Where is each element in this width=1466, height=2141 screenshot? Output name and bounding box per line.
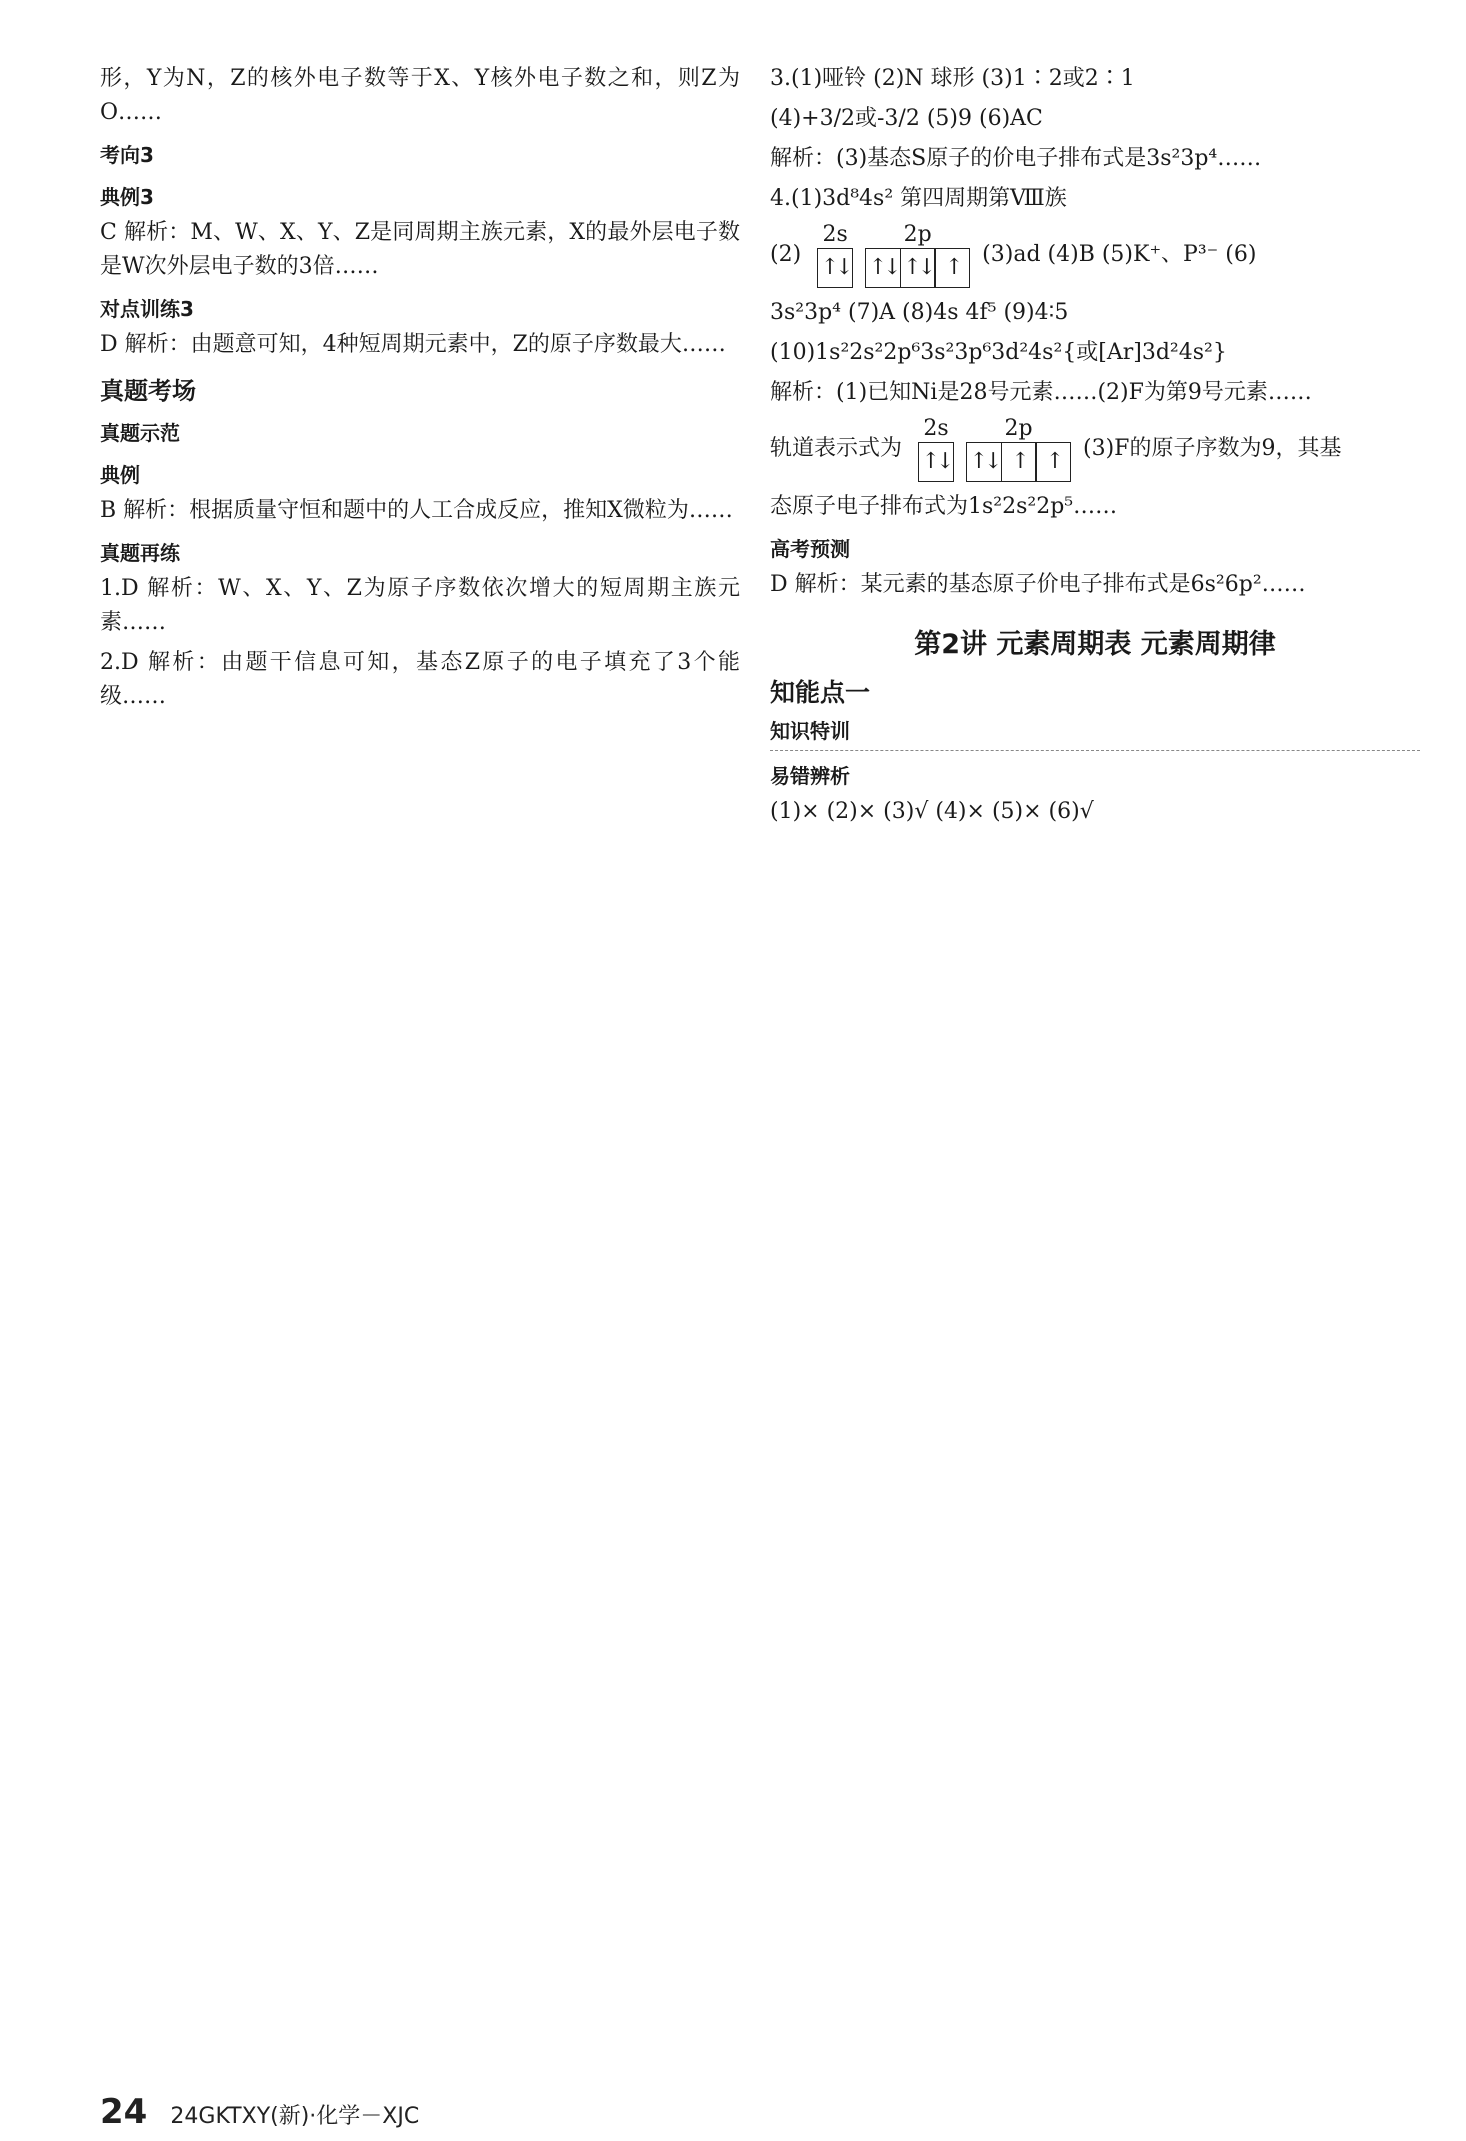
orbital-diagram-q4-analysis (770, 416, 1420, 482)
dianli-heading: 典例 (100, 463, 140, 487)
q4-after-orbital2: (3)F的原子序数为9，其基 (1083, 436, 1342, 461)
orbital-label-2p: 2p (903, 222, 932, 247)
right-column (770, 62, 1420, 835)
chapter-title: 第2讲 元素周期表 元素周期律 (914, 629, 1276, 660)
orbital-prefix-2: 轨道表示式为 (770, 436, 903, 461)
orbital-box-2p-3: ↑ (934, 248, 970, 288)
orbital-2p-group (865, 222, 970, 288)
book-info: 24GKTXY(新)·化学－XJC (170, 2104, 420, 2129)
orbital-2s-group (817, 222, 853, 288)
question-2-analysis: 2.D 解析：由题干信息可知，基态Z原子的电子填充了3个能级…… (100, 650, 740, 709)
duidian3-analysis: D 解析：由题意可知，4种短周期元素中，Z的原子序数最大…… (100, 332, 726, 357)
q4-answer-line3: 3s²3p⁴ (7)A (8)4s 4f⁵ (9)4∶5 (770, 300, 1069, 325)
dianli-analysis: B 解析：根据质量守恒和题中的人工合成反应，推知X微粒为…… (100, 498, 733, 523)
zhenti-shifan-heading: 真题示范 (100, 421, 180, 445)
duidian3-heading: 对点训练3 (100, 297, 194, 321)
page-number: 24 (100, 2092, 148, 2132)
error-analysis-answers: (1)× (2)× (3)√ (4)× (5)× (6)√ (770, 799, 1094, 824)
q3-answer-line1: 3.(1)哑铃 (2)N 球形 (3)1∶2或2∶1 (770, 66, 1135, 91)
orbital-2s-group-2 (918, 416, 954, 482)
gaokao-heading: 高考预测 (770, 537, 850, 561)
question-1-analysis: 1.D 解析：W、X、Y、Z为原子序数依次增大的短周期主族元素…… (100, 576, 740, 635)
orbital-box-2p-2: ↑↓ (900, 248, 936, 288)
orbital-prefix: (2) (770, 242, 802, 267)
page-footer (100, 2092, 419, 2132)
orbital-label-2s: 2s (822, 222, 848, 247)
intro-paragraph: 形，Y为N，Z的核外电子数等于X、Y核外电子数之和，则Z为O…… (100, 66, 740, 125)
q4-analysis-part1: 解析：(1)已知Ni是28号元素……(2)F为第9号元素…… (770, 380, 1312, 405)
q3-analysis: 解析：(3)基态S原子的价电子排布式是3s²3p⁴…… (770, 146, 1262, 171)
orbital-box-2p-3-b: ↑ (1035, 442, 1071, 482)
orbital-label-2p-2: 2p (1004, 416, 1033, 441)
orbital-2p-group-2 (966, 416, 1071, 482)
kaoxiang3-heading: 考向3 (100, 143, 154, 167)
q4-answer-line1: 4.(1)3d⁸4s² 第四周期第Ⅷ族 (770, 186, 1067, 211)
dianli3-analysis: C 解析：M、W、X、Y、Z是同周期主族元素，X的最外层电子数是W次外层电子数的3倍…… (100, 220, 740, 279)
orbital-box-2p-1: ↑↓ (865, 248, 901, 288)
orbital-box-2s-2: ↑↓ (918, 442, 954, 482)
knowledge-training-heading: 知识特训 (770, 714, 1420, 751)
orbital-box-2p-1-b: ↑↓ (966, 442, 1002, 482)
left-column (100, 62, 740, 720)
error-analysis-heading: 易错辨析 (770, 764, 850, 788)
q3-answer-line2: (4)+3/2或-3/2 (5)9 (6)AC (770, 106, 1043, 131)
orbital-box-2p-2-b: ↑ (1001, 442, 1037, 482)
knowledge-point-title: 知能点一 (770, 678, 871, 707)
gaokao-analysis: D 解析：某元素的基态原子价电子排布式是6s²6p²…… (770, 572, 1306, 597)
q4-analysis-part2: 态原子电子排布式为1s²2s²2p⁵…… (770, 494, 1118, 519)
zhenti-section-title: 真题考场 (100, 377, 196, 405)
q4-answer-line4: (10)1s²2s²2p⁶3s²3p⁶3d²4s²{或[Ar]3d²4s²} (770, 340, 1227, 365)
orbital-box-2s: ↑↓ (817, 248, 853, 288)
dianli3-heading: 典例3 (100, 185, 154, 209)
q4-after-orbital: (3)ad (4)B (5)K⁺、P³⁻ (6) (982, 242, 1257, 267)
zhenti-zailian-heading: 真题再练 (100, 541, 180, 565)
orbital-diagram-q4-2 (770, 222, 1420, 288)
orbital-label-2s-2: 2s (923, 416, 949, 441)
